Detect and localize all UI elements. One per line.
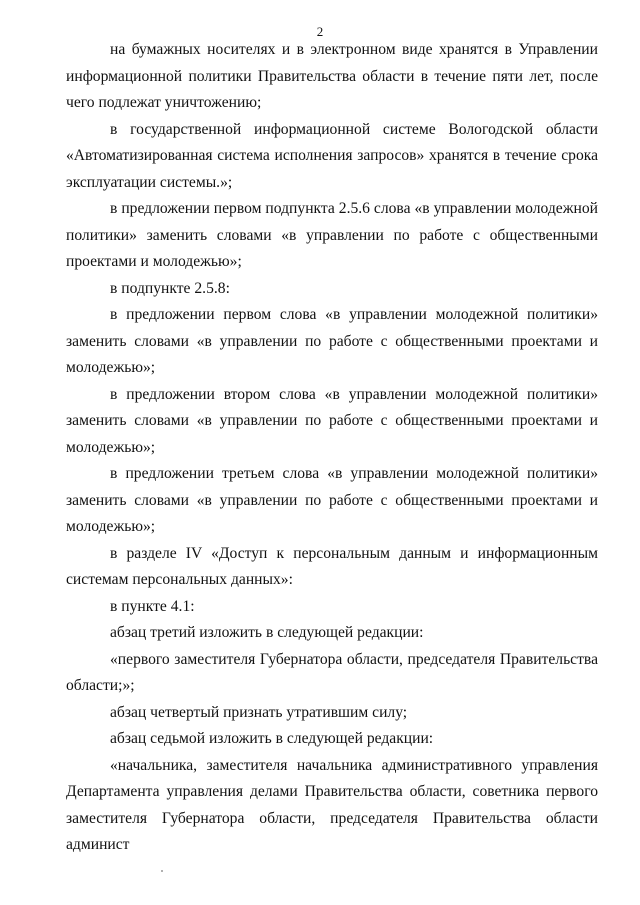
paragraph: в подпункте 2.5.8: — [110, 279, 230, 297]
paragraph: абзац третий изложить в следующей редакции: — [110, 624, 424, 641]
scan-artifact — [161, 870, 163, 872]
page-number: 2 — [316, 24, 324, 39]
paragraph: в предложении втором слова «в управлении молодежной политики» заменить словами «в управлении по работе с общественными проектами и молодежью»; — [66, 385, 598, 456]
paragraph: в предложении третьем слова «в управлении молодежной политики» заменить словами «в управлении по работе с общественными проектами и молодежью»; — [66, 465, 598, 535]
document-body — [66, 37, 598, 859]
paragraph: в пункте 4.1: — [110, 597, 195, 615]
paragraph: абзац четвертый признать утратившим силу; — [110, 703, 408, 721]
paragraph: на бумажных носителях и в электронном виде хранятся в Управлении информационной политики Правительства области в течение пяти лет, после чего подлежат уничтожению; — [66, 41, 598, 111]
paragraph: в разделе IV «Доступ к персональным данным и информационным системам персональных данных»: — [66, 544, 598, 588]
paragraph: «первого заместителя Губернатора области, председателя Правительства области;»; — [66, 650, 598, 694]
paragraph: «начальника, заместителя начальника административного управления Департамента управления делами Правительства области, советника первого заместителя Губернатора области, председателя Правительства области админист — [66, 756, 598, 853]
paragraph: в предложении первом слова «в управлении молодежной политики» заменить словами «в управлении по работе с общественными проектами и молодежью»; — [66, 306, 598, 376]
paragraph: в государственной информационной системе Вологодской области «Автоматизированная система исполнения запросов» хранятся в течение срока эксплуатации системы.»; — [66, 120, 598, 191]
paragraph: абзац седьмой изложить в следующей редакции: — [110, 730, 434, 747]
paragraph: в предложении первом подпункта 2.5.6 слова «в управлении молодежной политики» заменить словами «в управлении по работе с общественными проектами и молодежью»; — [66, 200, 598, 270]
